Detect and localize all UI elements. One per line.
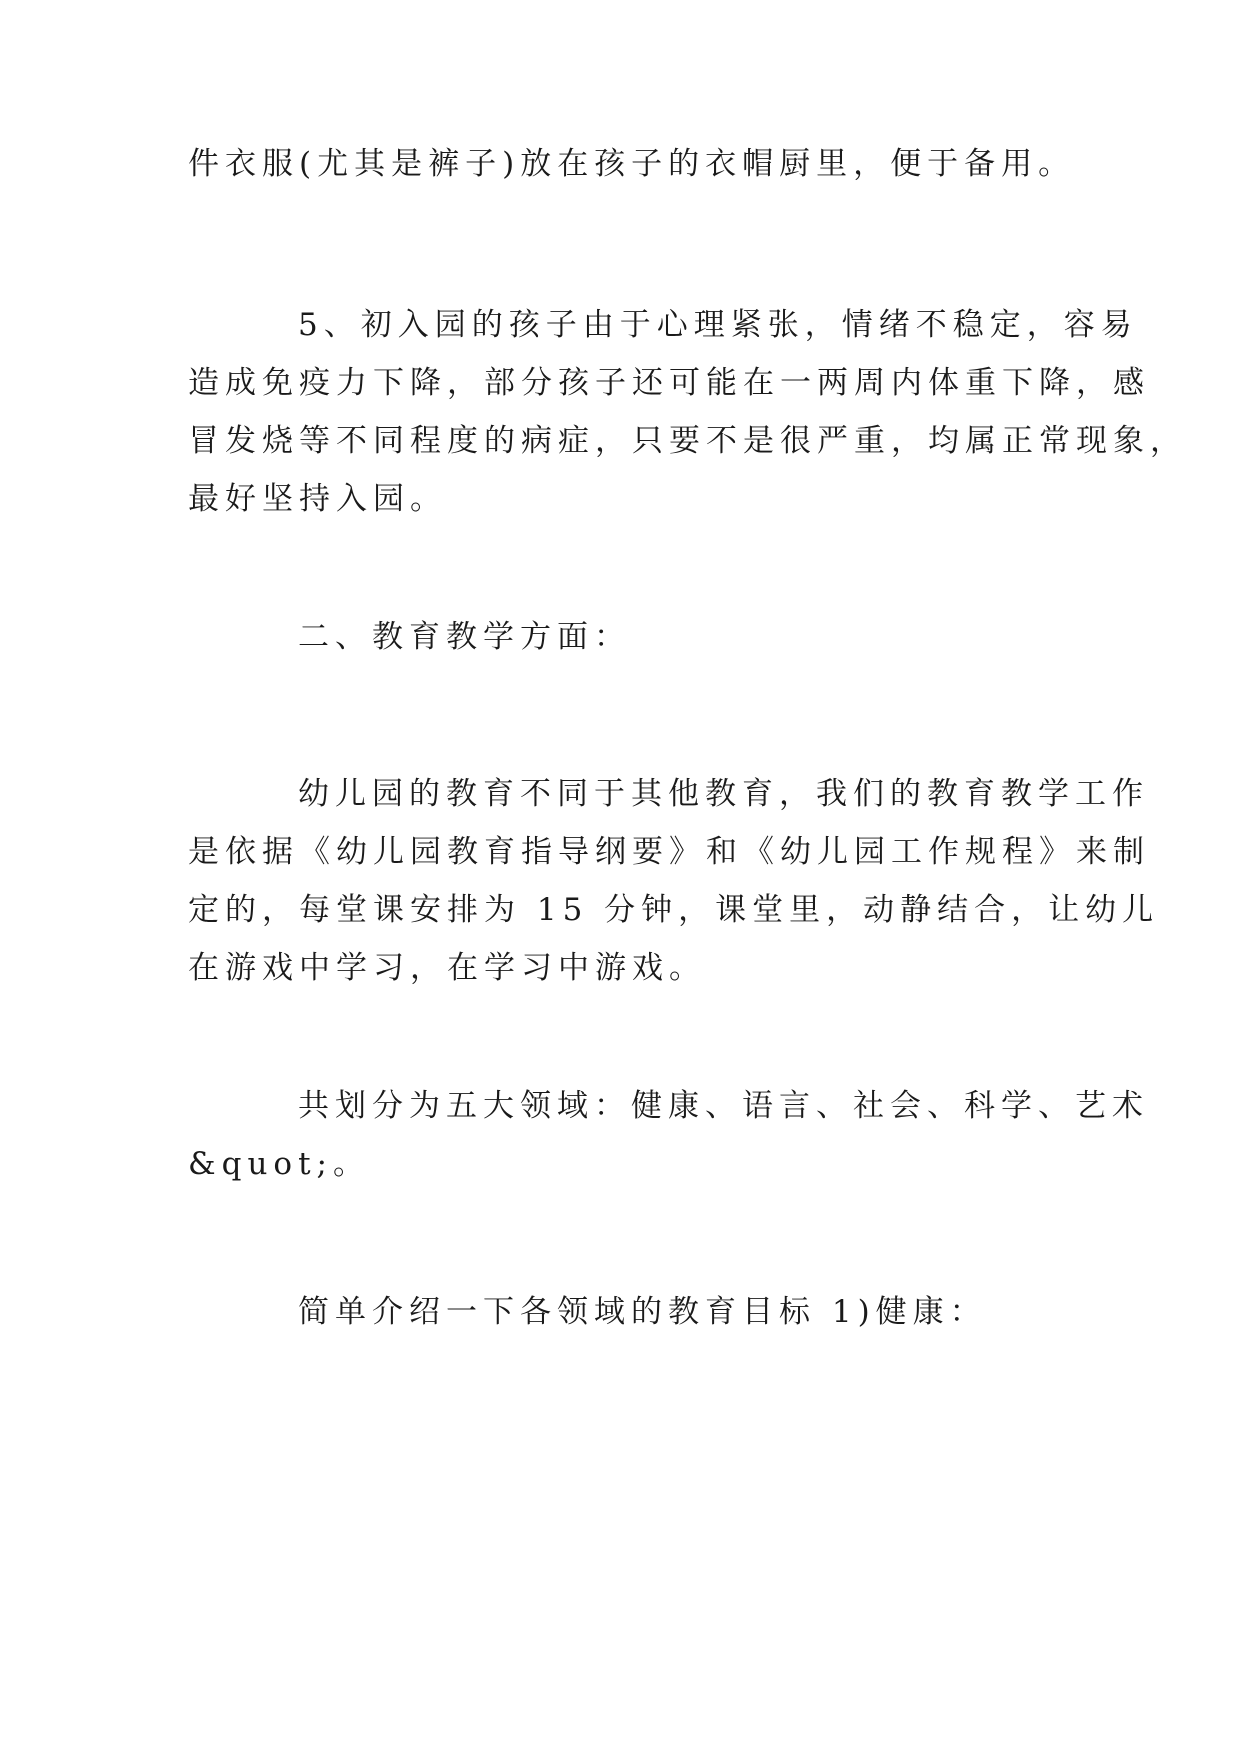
paragraph-domain-goals	[188, 1283, 1056, 1341]
paragraph-five-domains	[188, 1077, 1149, 1193]
paragraph-clothes-note	[188, 135, 1076, 193]
text-line: 冒发烧等不同程度的病症，只要不是很严重，均属正常现象，	[188, 423, 1187, 459]
text-line: 最好坚持入园。	[188, 481, 447, 517]
text-line: 简单介绍一下各领域的教育目标 1)健康：	[298, 1294, 987, 1330]
text-line: 幼儿园的教育不同于其他教育，我们的教育教学工作	[298, 776, 1149, 812]
text-line: 件衣服(尤其是裤子)放在孩子的衣帽厨里，便于备用。	[188, 146, 1076, 182]
text-line: 是依据《幼儿园教育指导纲要》和《幼儿园工作规程》来制	[188, 834, 1150, 870]
text-line: 共划分为五大领域：健康、语言、社会、科学、艺术	[298, 1088, 1149, 1124]
text-line: 定的，每堂课安排为 15 分钟，课堂里，动静结合，让幼儿	[188, 892, 1160, 928]
section-heading-education	[188, 608, 1056, 666]
text-line: 造成免疫力下降，部分孩子还可能在一两周内体重下降，感	[188, 365, 1150, 401]
paragraph-education-intro	[188, 765, 1160, 997]
text-line: &quot;。	[188, 1146, 370, 1182]
paragraph-item-5	[188, 296, 1187, 528]
text-line: 5、初入园的孩子由于心理紧张，情绪不稳定，容易	[298, 307, 1138, 343]
text-line: 在游戏中学习，在学习中游戏。	[188, 950, 706, 986]
text-line: 二、教育教学方面：	[298, 619, 631, 655]
